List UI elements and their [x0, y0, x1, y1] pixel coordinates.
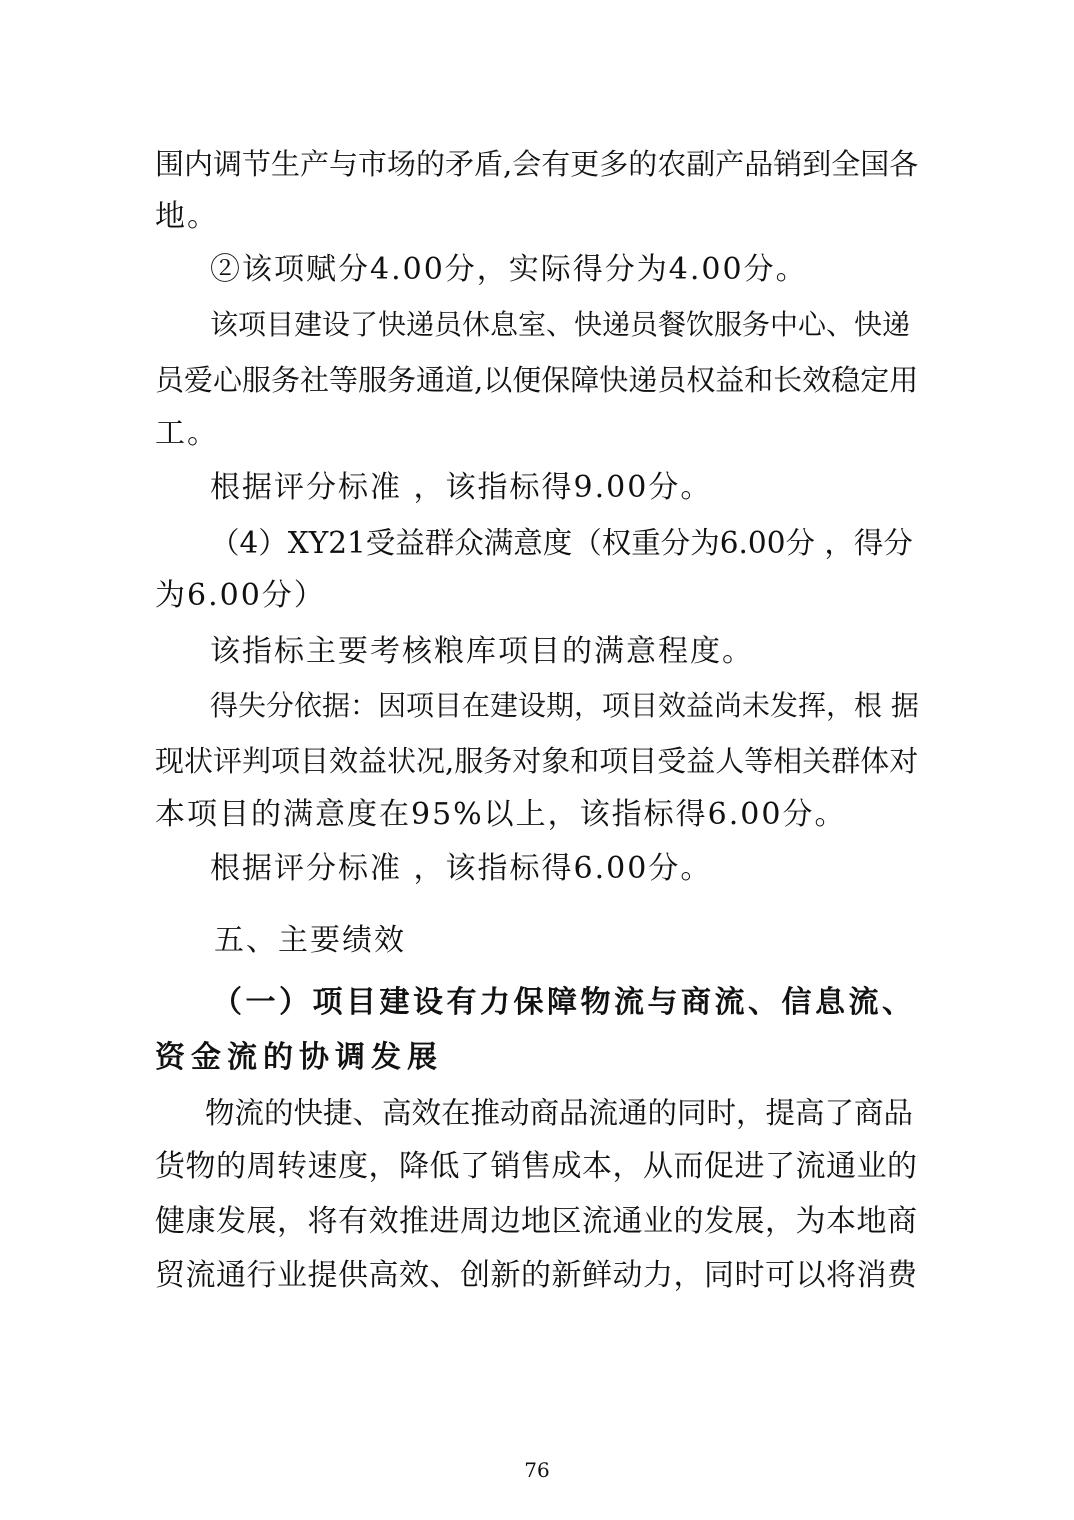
body-line: 货物的周转速度，降低了销售成本，从而促进了流通业的: [155, 1149, 918, 1184]
paragraph-line: 本项目的满意度在95%以上，该指标得6.00分。: [155, 797, 847, 832]
body-line: 物流的快捷、高效在推动商品流通的同时，提高了商品: [205, 1096, 914, 1130]
subsection-heading-line-2: 资金流的协调发展: [155, 1040, 443, 1075]
paragraph-line: ②该项赋分4.00分，实际得分为4.00分。: [210, 252, 808, 287]
paragraph-line: 围内调节生产与市场的矛盾,会有更多的农副产品销到全国各: [155, 147, 919, 181]
paragraph-line: 员爱心服务社等服务通道,以便保障快递员权益和长效稳定用: [155, 363, 919, 397]
paragraph-line: 该项目建设了快递员休息室、快递员餐饮服务中心、快递: [210, 308, 911, 341]
paragraph-line: 工。: [155, 416, 219, 451]
paragraph-line: 地。: [155, 199, 219, 234]
paragraph-line: 为6.00分）: [155, 578, 326, 613]
paragraph-line: 得失分依据：因项目在建设期，项目效益尚未发挥，根 据: [210, 689, 919, 722]
paragraph-line: （4）XY21受益群众满意度（权重分为6.00分 ，得分: [210, 526, 913, 560]
body-line: 贸流通行业提供高效、创新的新鲜动力，同时可以将消费: [155, 1258, 918, 1293]
paragraph-line: 现状评判项目效益状况,服务对象和项目受益人等相关群体对: [155, 744, 919, 778]
paragraph-line: 该指标主要考核粮库项目的满意程度。: [210, 634, 754, 669]
subsection-heading-line-1: （一）项目建设有力保障物流与商流、信息流、: [212, 985, 916, 1020]
section-heading: 五、主要绩效: [214, 923, 406, 958]
body-line: 健康发展，将有效推进周边地区流通业的发展，为本地商: [155, 1204, 918, 1239]
paragraph-line: 根据评分标准 ，该指标得9.00分。: [210, 470, 713, 505]
paragraph-line: 根据评分标准 ，该指标得6.00分。: [210, 851, 713, 886]
page-number: 76: [524, 1458, 550, 1482]
